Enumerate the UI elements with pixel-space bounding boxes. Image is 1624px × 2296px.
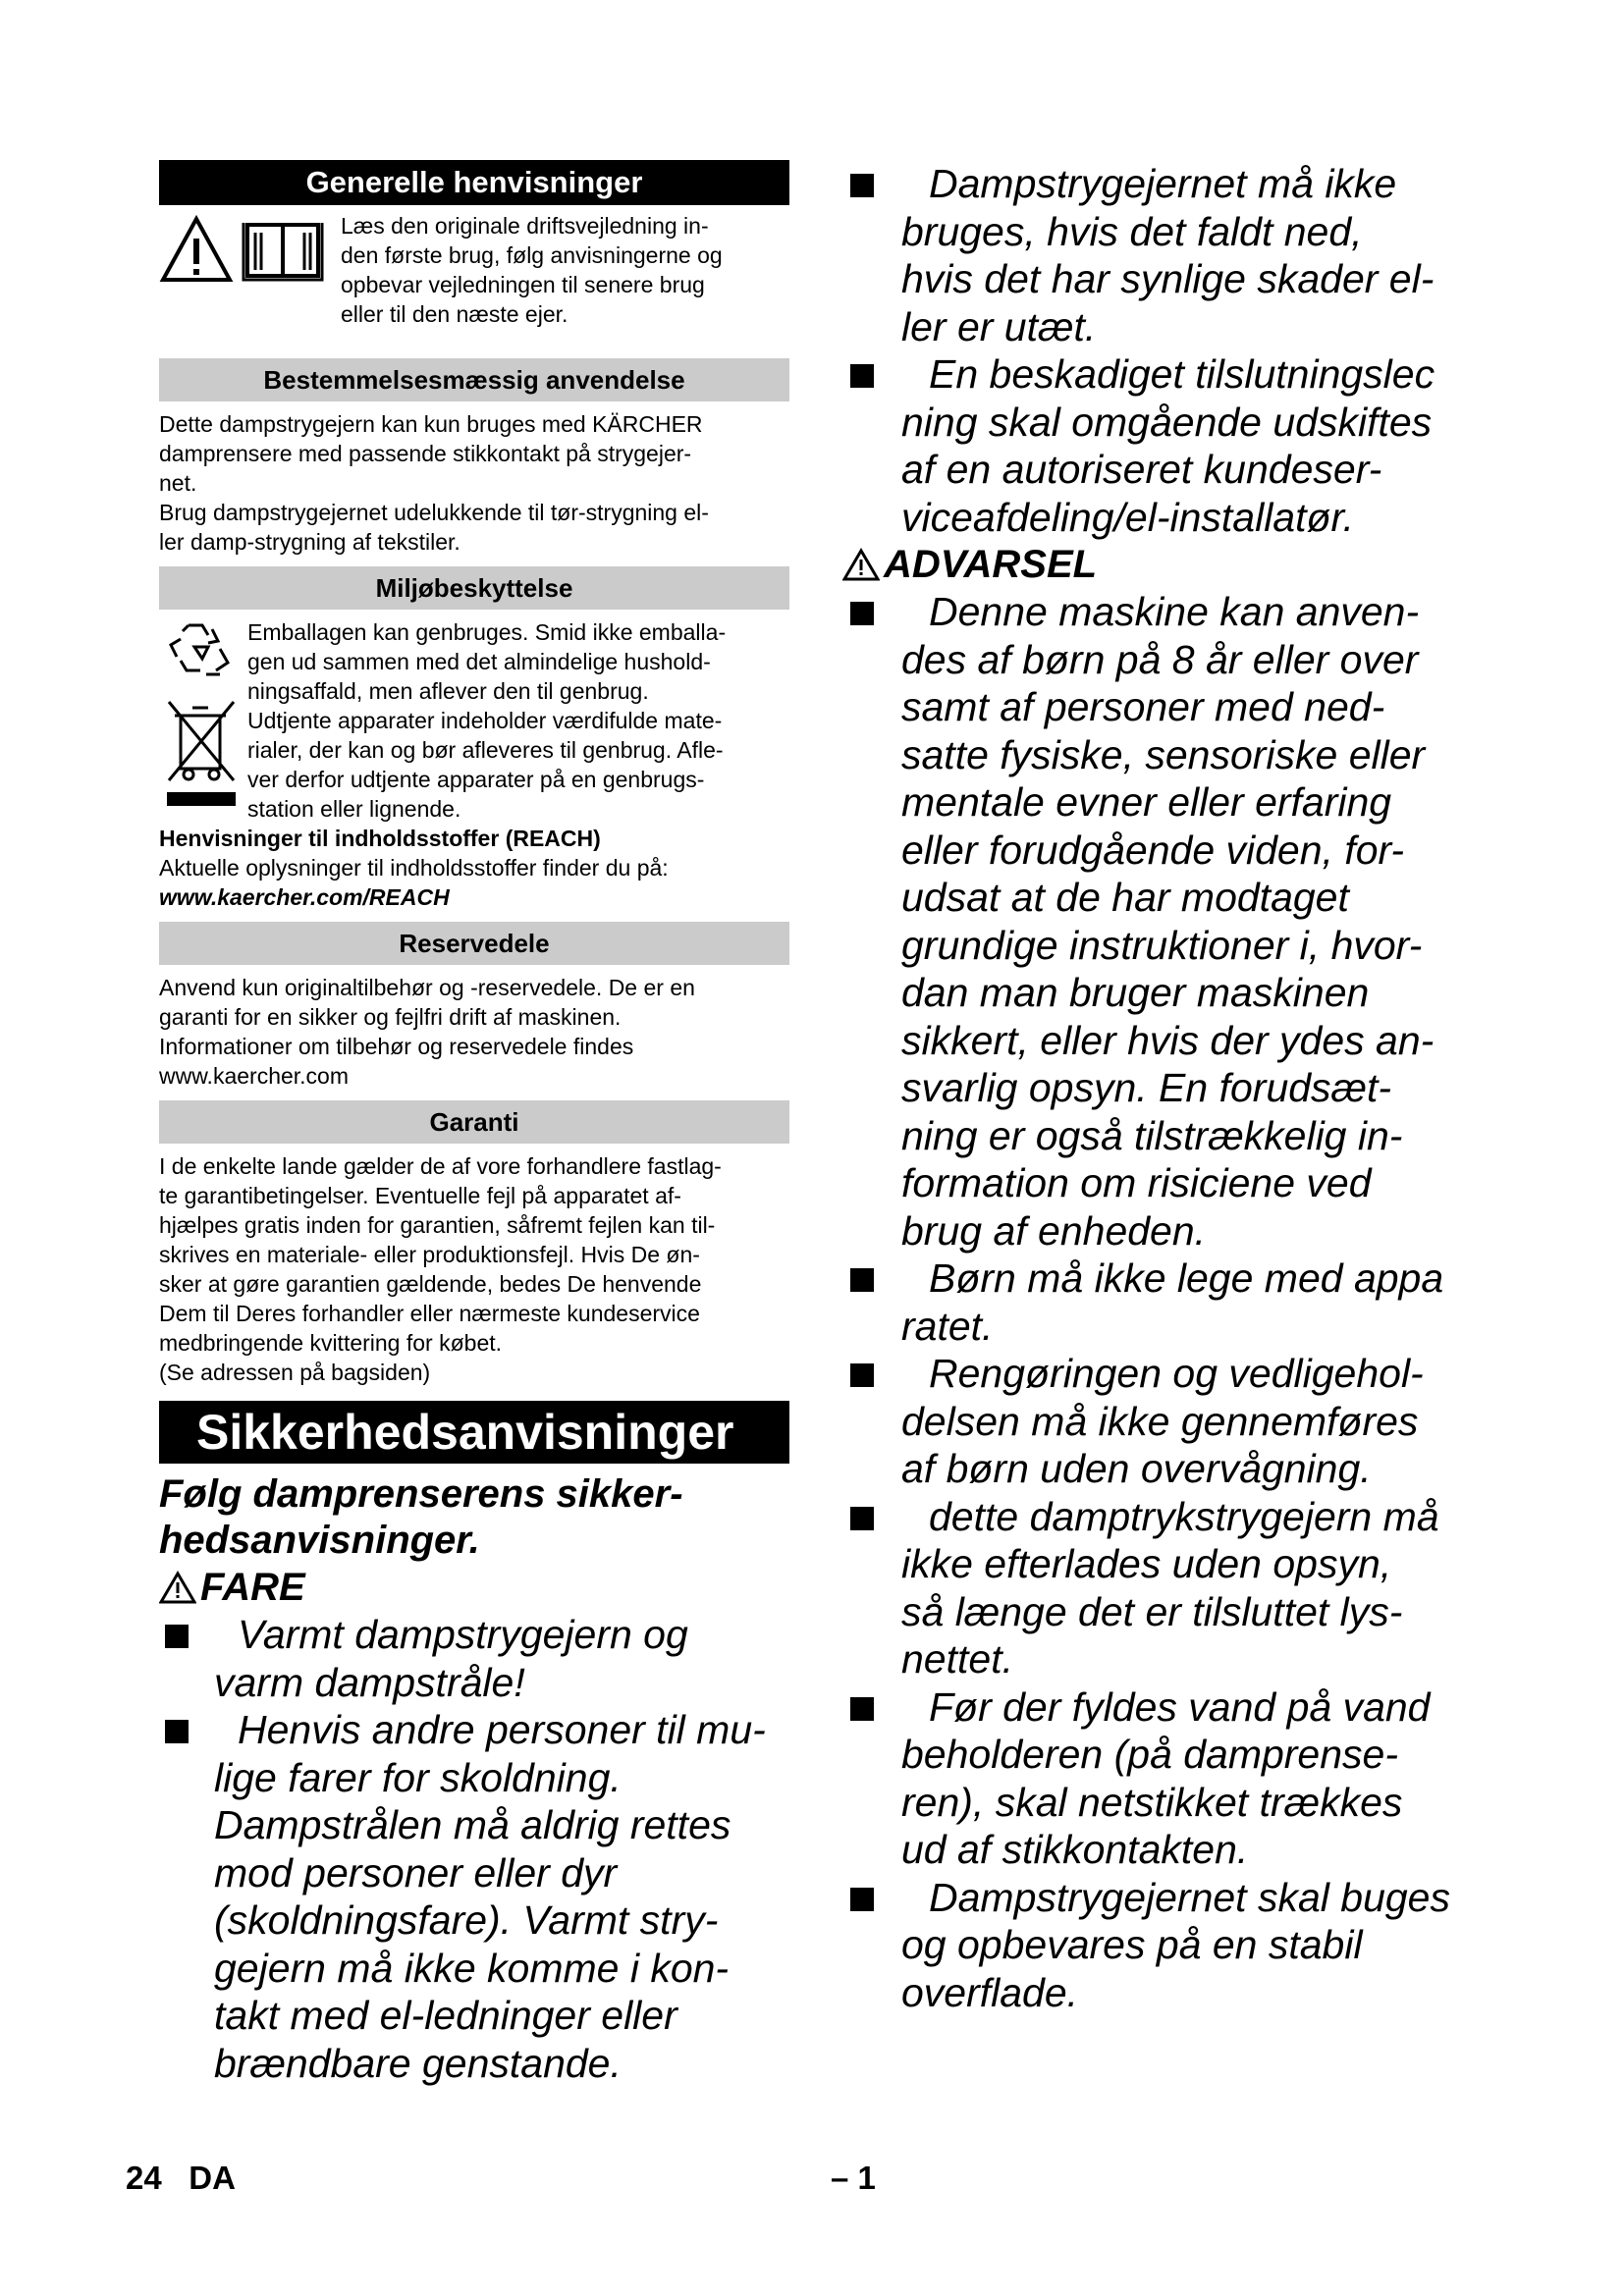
- left-column: [159, 160, 789, 2087]
- page-footer-left: [126, 2160, 236, 2197]
- item-rest: ning skal omgående udskiftes af en autoriseret kundeser- viceafdeling/el-installatør.: [901, 399, 1433, 540]
- item-first-line: Dampstrygejernet skal buges: [929, 1874, 1450, 1920]
- general-text: Læs den originale driftsvejledning in- den første brug, følg anvisningerne og opbevar vejledningen til senere brug eller til den næste ejer.: [341, 213, 723, 327]
- right-column: [842, 160, 1481, 2016]
- bullet-square-icon: [850, 602, 874, 625]
- bullet-square-icon: [850, 1507, 874, 1530]
- item-rest: og opbevares på en stabil overflade.: [901, 1922, 1363, 2015]
- bullet-square-icon: [850, 1888, 874, 1911]
- warranty-text: I de enkelte lande gælder de af vore forhandlere fastlag- te garantibetingelser. Eventuelle fejl på apparatet af- hjælpes gratis inden for garantien, såfremt fejlen kan til- skrives en materiale- eller produktionsfejl. Hvis De øn- sker at gøre garantien gældende, bedes De henvende Dem til Deres forhandler eller nærmeste kundeservice medbringende kvittering for købet. (Se adressen på bagsiden): [159, 1153, 722, 1385]
- item-first-line: Børn må ikke lege med appa: [929, 1255, 1444, 1301]
- danger-list: [159, 1611, 789, 2087]
- list-item: [842, 1874, 1481, 2017]
- item-rest: ratet.: [901, 1303, 994, 1349]
- item-first-line: En beskadiget tilslutningslec: [929, 351, 1435, 397]
- environment-text: Emballagen kan genbruges. Smid ikke emballa- gen ud sammen med det almindelige hushold- ningsaffald, men aflever den til genbrug. Udtjente apparater indeholder værdifulde mate- rialer, der kan og bør afleveres til genbrug. Afle- ver derfor udtjente apparater på en genbrugs- station eller lignende.: [247, 619, 727, 822]
- safety-heading: Sikkerhedsanvisninger: [159, 1401, 789, 1464]
- list-item: [842, 1493, 1481, 1683]
- danger-text: FARE: [200, 1566, 305, 1609]
- item-rest: delsen må ikke gennemføres af børn uden overvågning.: [901, 1398, 1419, 1491]
- warning-triangle-icon: [842, 548, 880, 581]
- list-item: [842, 160, 1481, 350]
- spare-parts-heading: Reservedele: [159, 922, 789, 965]
- list-item: [842, 588, 1481, 1255]
- language-code: DA: [189, 2160, 236, 2196]
- warning-text: ADVARSEL: [884, 543, 1098, 586]
- warranty-heading: Garanti: [159, 1100, 789, 1144]
- list-item: [842, 1683, 1481, 1874]
- item-first-line: Henvis andre personer til mu-: [238, 1707, 766, 1752]
- list-item: [159, 1611, 789, 1706]
- reach-heading: Henvisninger til indholdsstoffer (REACH): [159, 826, 601, 851]
- item-first-line: Dampstrygejernet må ikke: [929, 161, 1397, 206]
- right-list-b: [842, 588, 1481, 2016]
- bullet-square-icon: [165, 1720, 189, 1743]
- item-first-line: Rengøringen og vedligehol-: [929, 1351, 1424, 1396]
- item-rest: lige farer for skoldning. Dampstrålen må aldrig rettes mod personer eller dyr (skoldningsfare). Varmt stry- gejern må ikke komme i kon- takt med el-ledninger eller brændbare genstande.: [214, 1754, 731, 2086]
- bullet-square-icon: [850, 1697, 874, 1721]
- item-rest: ikke efterlades uden opsyn, så længe det er tilsluttet lys- nettet.: [901, 1541, 1403, 1682]
- warning-label: [842, 541, 1481, 588]
- recycle-and-wee-icons: [159, 617, 245, 824]
- bullet-square-icon: [165, 1625, 189, 1648]
- warning-manual-icon: [159, 211, 351, 348]
- intended-use-heading: Bestemmelsesmæssig anvendelse: [159, 358, 789, 401]
- page-number: 24: [126, 2160, 162, 2196]
- item-rest: des af børn på 8 år eller over samt af personer med ned- satte fysiske, sensoriske eller mentale evner eller erfaring eller forudgående viden, for- udsat at de har modtaget grundige instruktioner i, hvor- dan man bruger maskinen sikkert, eller hvis der ydes an- svarlig opsyn. En forudsæt- ning er også tilstrækkelig in- formation om risiciene ved brug af enheden.: [901, 636, 1435, 1254]
- item-first-line: Før der fyldes vand på vand: [929, 1683, 1431, 1730]
- bullet-square-icon: [850, 174, 874, 197]
- general-heading: Generelle henvisninger: [159, 160, 789, 205]
- item-rest: bruges, hvis det faldt ned, hvis det har synlige skader el- ler er utæt.: [901, 208, 1435, 349]
- spare-parts-text: Anvend kun originaltilbehør og -reservedele. De er en garanti for en sikker og fejlfri drift af maskinen. Informationer om tilbehør og reservedele findes www.kaercher.com: [159, 975, 695, 1089]
- safety-subheading: Følg damprenserens sikker- hedsanvisninger.: [159, 1472, 683, 1562]
- environment-heading: Miljøbeskyttelse: [159, 566, 789, 610]
- environment-row: [159, 617, 789, 824]
- bullet-square-icon: [850, 1363, 874, 1387]
- list-item: [159, 1706, 789, 2087]
- item-rest: varm dampstråle!: [214, 1659, 525, 1705]
- intended-use-text: Dette dampstrygejern kan kun bruges med KÄRCHER damprensere med passende stikkontakt på strygejer- net. Brug dampstrygejernet udelukkende til tør-strygning el- ler damp-strygning af tekstiler.: [159, 411, 709, 555]
- right-list-a: [842, 160, 1481, 541]
- warning-triangle-icon: [159, 1571, 196, 1604]
- list-item: [842, 1350, 1481, 1493]
- general-row: [159, 211, 789, 348]
- reach-link[interactable]: www.kaercher.com/REACH: [159, 884, 450, 910]
- page-footer-center: – 1: [831, 2160, 876, 2196]
- item-first-line: dette damptrykstrygejern må: [929, 1493, 1439, 1539]
- item-rest: beholderen (på damprense- ren), skal netstikket trækkes ud af stikkontakten.: [901, 1732, 1403, 1872]
- bullet-square-icon: [850, 364, 874, 388]
- item-first-line: Denne maskine kan anven-: [929, 589, 1420, 634]
- list-item: [842, 350, 1481, 541]
- list-item: [842, 1255, 1481, 1350]
- item-first-line: Varmt dampstrygejern og: [238, 1612, 688, 1657]
- danger-label: [159, 1564, 789, 1611]
- bullet-square-icon: [850, 1268, 874, 1292]
- reach-text: Aktuelle oplysninger til indholdsstoffer finder du på:: [159, 855, 669, 881]
